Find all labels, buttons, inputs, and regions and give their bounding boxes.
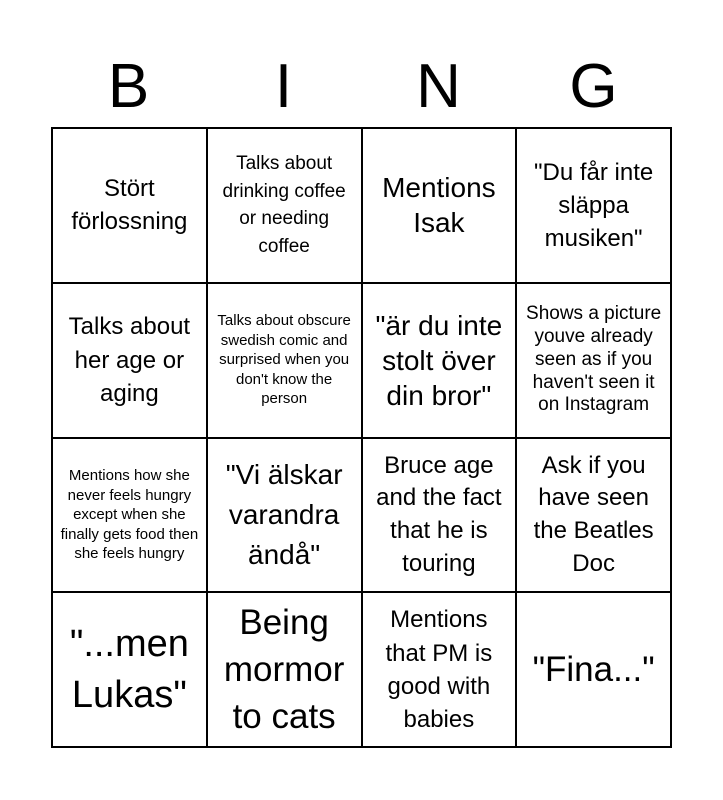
bingo-cell[interactable] [53, 284, 208, 439]
bingo-cell[interactable] [53, 129, 208, 284]
bingo-cell[interactable] [363, 284, 518, 439]
bingo-cell[interactable] [363, 593, 518, 748]
header-letter-g: G [569, 52, 618, 121]
bingo-cell[interactable] [208, 439, 363, 594]
bingo-header [51, 48, 671, 126]
header-letter-b: B [107, 52, 150, 121]
cell-text: Talks about her age or aging [68, 313, 191, 407]
cell-text: Mentions that PM is good with babies [385, 606, 493, 733]
bingo-cell[interactable] [208, 593, 363, 748]
cell-text: Stört förlossning [71, 175, 188, 236]
header-letter-n: N [416, 52, 461, 121]
cell-text: "Du får inte släppa musiken" [534, 158, 654, 252]
bingo-cell[interactable] [53, 593, 208, 748]
bingo-cell[interactable] [517, 439, 672, 594]
cell-text: Bruce age and the fact that he is touring [376, 451, 502, 577]
bingo-cell[interactable] [517, 593, 672, 748]
cell-text: Shows a picture youve already seen as if you haven't seen it on Instagram [526, 303, 662, 416]
bingo-board [51, 127, 672, 748]
header-letter-i: I [274, 52, 293, 121]
cell-text: "...men Lukas" [69, 623, 189, 716]
cell-text: Being mormor to cats [223, 602, 345, 737]
cell-text: Ask if you have seen the Beatles Doc [533, 451, 654, 577]
bingo-cell[interactable] [53, 439, 208, 594]
cell-text: Mentions Isak [382, 172, 496, 239]
cell-text: Talks about drinking coffee or needing coffee [222, 153, 346, 257]
cell-text: "är du inte stolt över din bror" [375, 309, 503, 411]
bingo-cell[interactable] [363, 129, 518, 284]
cell-text: "Vi älskar varandra ändå" [225, 459, 343, 570]
cell-text: Mentions how she never feels hungry except when she finally gets food then she feels hungry [60, 467, 199, 563]
bingo-cell[interactable] [208, 284, 363, 439]
cell-text: "Fina..." [532, 650, 655, 689]
bingo-cell[interactable] [517, 129, 672, 284]
cell-text: Talks about obscure swedish comic and surprised when you don't know the person [217, 312, 351, 408]
bingo-cell[interactable] [363, 439, 518, 594]
bingo-cell[interactable] [208, 129, 363, 284]
bingo-cell[interactable] [517, 284, 672, 439]
